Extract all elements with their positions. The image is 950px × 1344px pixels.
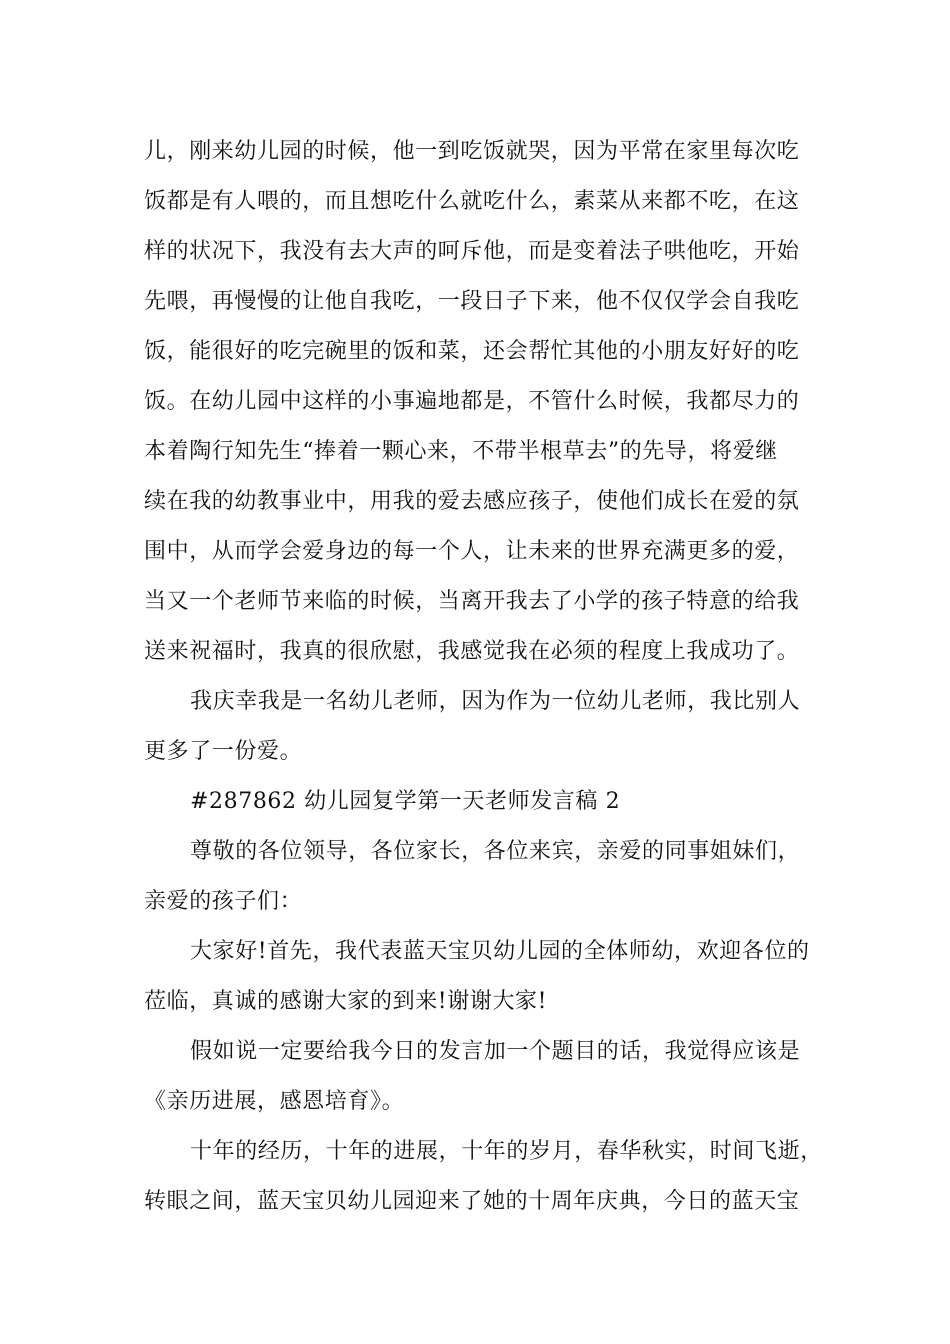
- text-line: 转眼之间，蓝天宝贝幼儿园迎来了她的十周年庆典，今日的蓝天宝: [144, 1189, 800, 1214]
- text-line: 儿，刚来幼儿园的时候，他一到吃饭就哭，因为平常在家里每次吃: [144, 139, 800, 164]
- text-line: 饭都是有人喂的，而且想吃什么就吃什么，素菜从来都不吃，在这: [144, 189, 800, 214]
- text-line: 当又一个老师节来临的时候，当离开我去了小学的孩子特意的给我: [144, 589, 800, 614]
- text-line: 样的状况下，我没有去大声的呵斥他，而是变着法子哄他吃，开始: [144, 239, 800, 264]
- text-line: 先喂，再慢慢的让他自我吃，一段日子下来，他不仅仅学会自我吃: [144, 289, 800, 314]
- paragraph-first-line: 尊敬的各位领导，各位家长，各位来宾，亲爱的同事姐妹们，: [190, 839, 801, 864]
- text-line: 饭。在幼儿园中这样的小事遍地都是，不管什么时候，我都尽力的: [144, 389, 800, 414]
- text-line: 续在我的幼教事业中，用我的爱去感应孩子，使他们成长在爱的氛: [144, 489, 800, 514]
- paragraph-first-line: 假如说一定要给我今日的发言加一个题目的话，我觉得应该是: [190, 1039, 801, 1064]
- text-line: 更多了一份爱。: [144, 739, 303, 764]
- section-heading: #287862 幼儿园复学第一天老师发言稿 2: [190, 789, 621, 814]
- text-line: 亲爱的孩子们：: [144, 889, 303, 914]
- paragraph-first-line: 我庆幸我是一名幼儿老师，因为作为一位幼儿老师，我比别人: [190, 689, 801, 714]
- text-line: 围中，从而学会爱身边的每一个人，让未来的世界充满更多的爱，: [144, 539, 800, 564]
- text-line: 本着陶行知先生“捧着一颗心来，不带半根草去”的先导，将爱继: [144, 439, 778, 464]
- text-line: 莅临，真诚的感谢大家的到来!谢谢大家!: [144, 989, 548, 1014]
- paragraph-first-line: 十年的经历，十年的进展，十年的岁月，春华秋实，时间飞逝，: [190, 1139, 823, 1164]
- text-line: 《亲历进展，感恩培育》。: [144, 1089, 405, 1114]
- text-line: 饭，能很好的吃完碗里的饭和菜，还会帮忙其他的小朋友好好的吃: [144, 339, 800, 364]
- text-line: 送来祝福时，我真的很欣慰，我感觉我在必须的程度上我成功了。: [144, 639, 800, 664]
- paragraph-first-line: 大家好!首先，我代表蓝天宝贝幼儿园的全体师幼，欢迎各位的: [190, 939, 810, 964]
